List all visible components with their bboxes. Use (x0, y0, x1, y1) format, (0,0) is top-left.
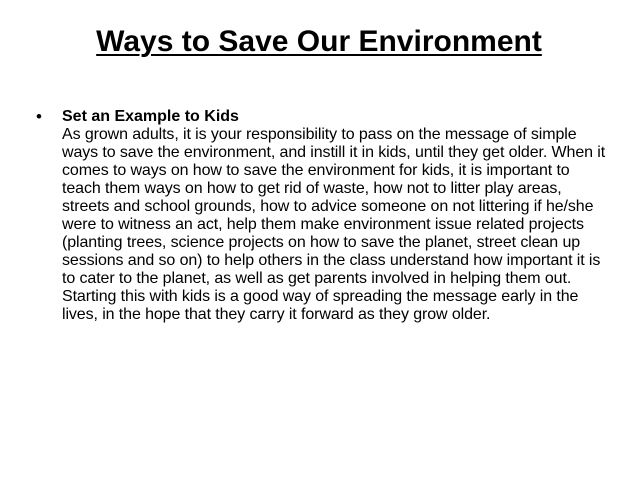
bullet-marker: • (36, 107, 42, 126)
bullet-item (36, 108, 606, 324)
bullet-heading: Set an Example to Kids (62, 108, 239, 125)
slide-title: Ways to Save Our Environment (96, 25, 542, 58)
bullet-body-text: As grown adults, it is your responsibility to pass on the message of simple ways to save the environment, and instill it in kids, until they get older. When it comes to ways on how to save the environment for kids, it is important to teach them ways on how to get rid of waste, how not to litter play areas, streets and school grounds, how to advice someone on not littering if he/she were to witness an act, help them make environment issue related projects (planting trees, science projects on how to save the planet, street clean up sessions and so on) to help others in the class understand how important it is to cater to the planet, as well as get parents involved in helping them out. Starting this with kids is a good way of spreading the message early in the lives, in the hope that they carry it forward as they grow older. (62, 126, 606, 323)
bullet-list (36, 108, 606, 324)
